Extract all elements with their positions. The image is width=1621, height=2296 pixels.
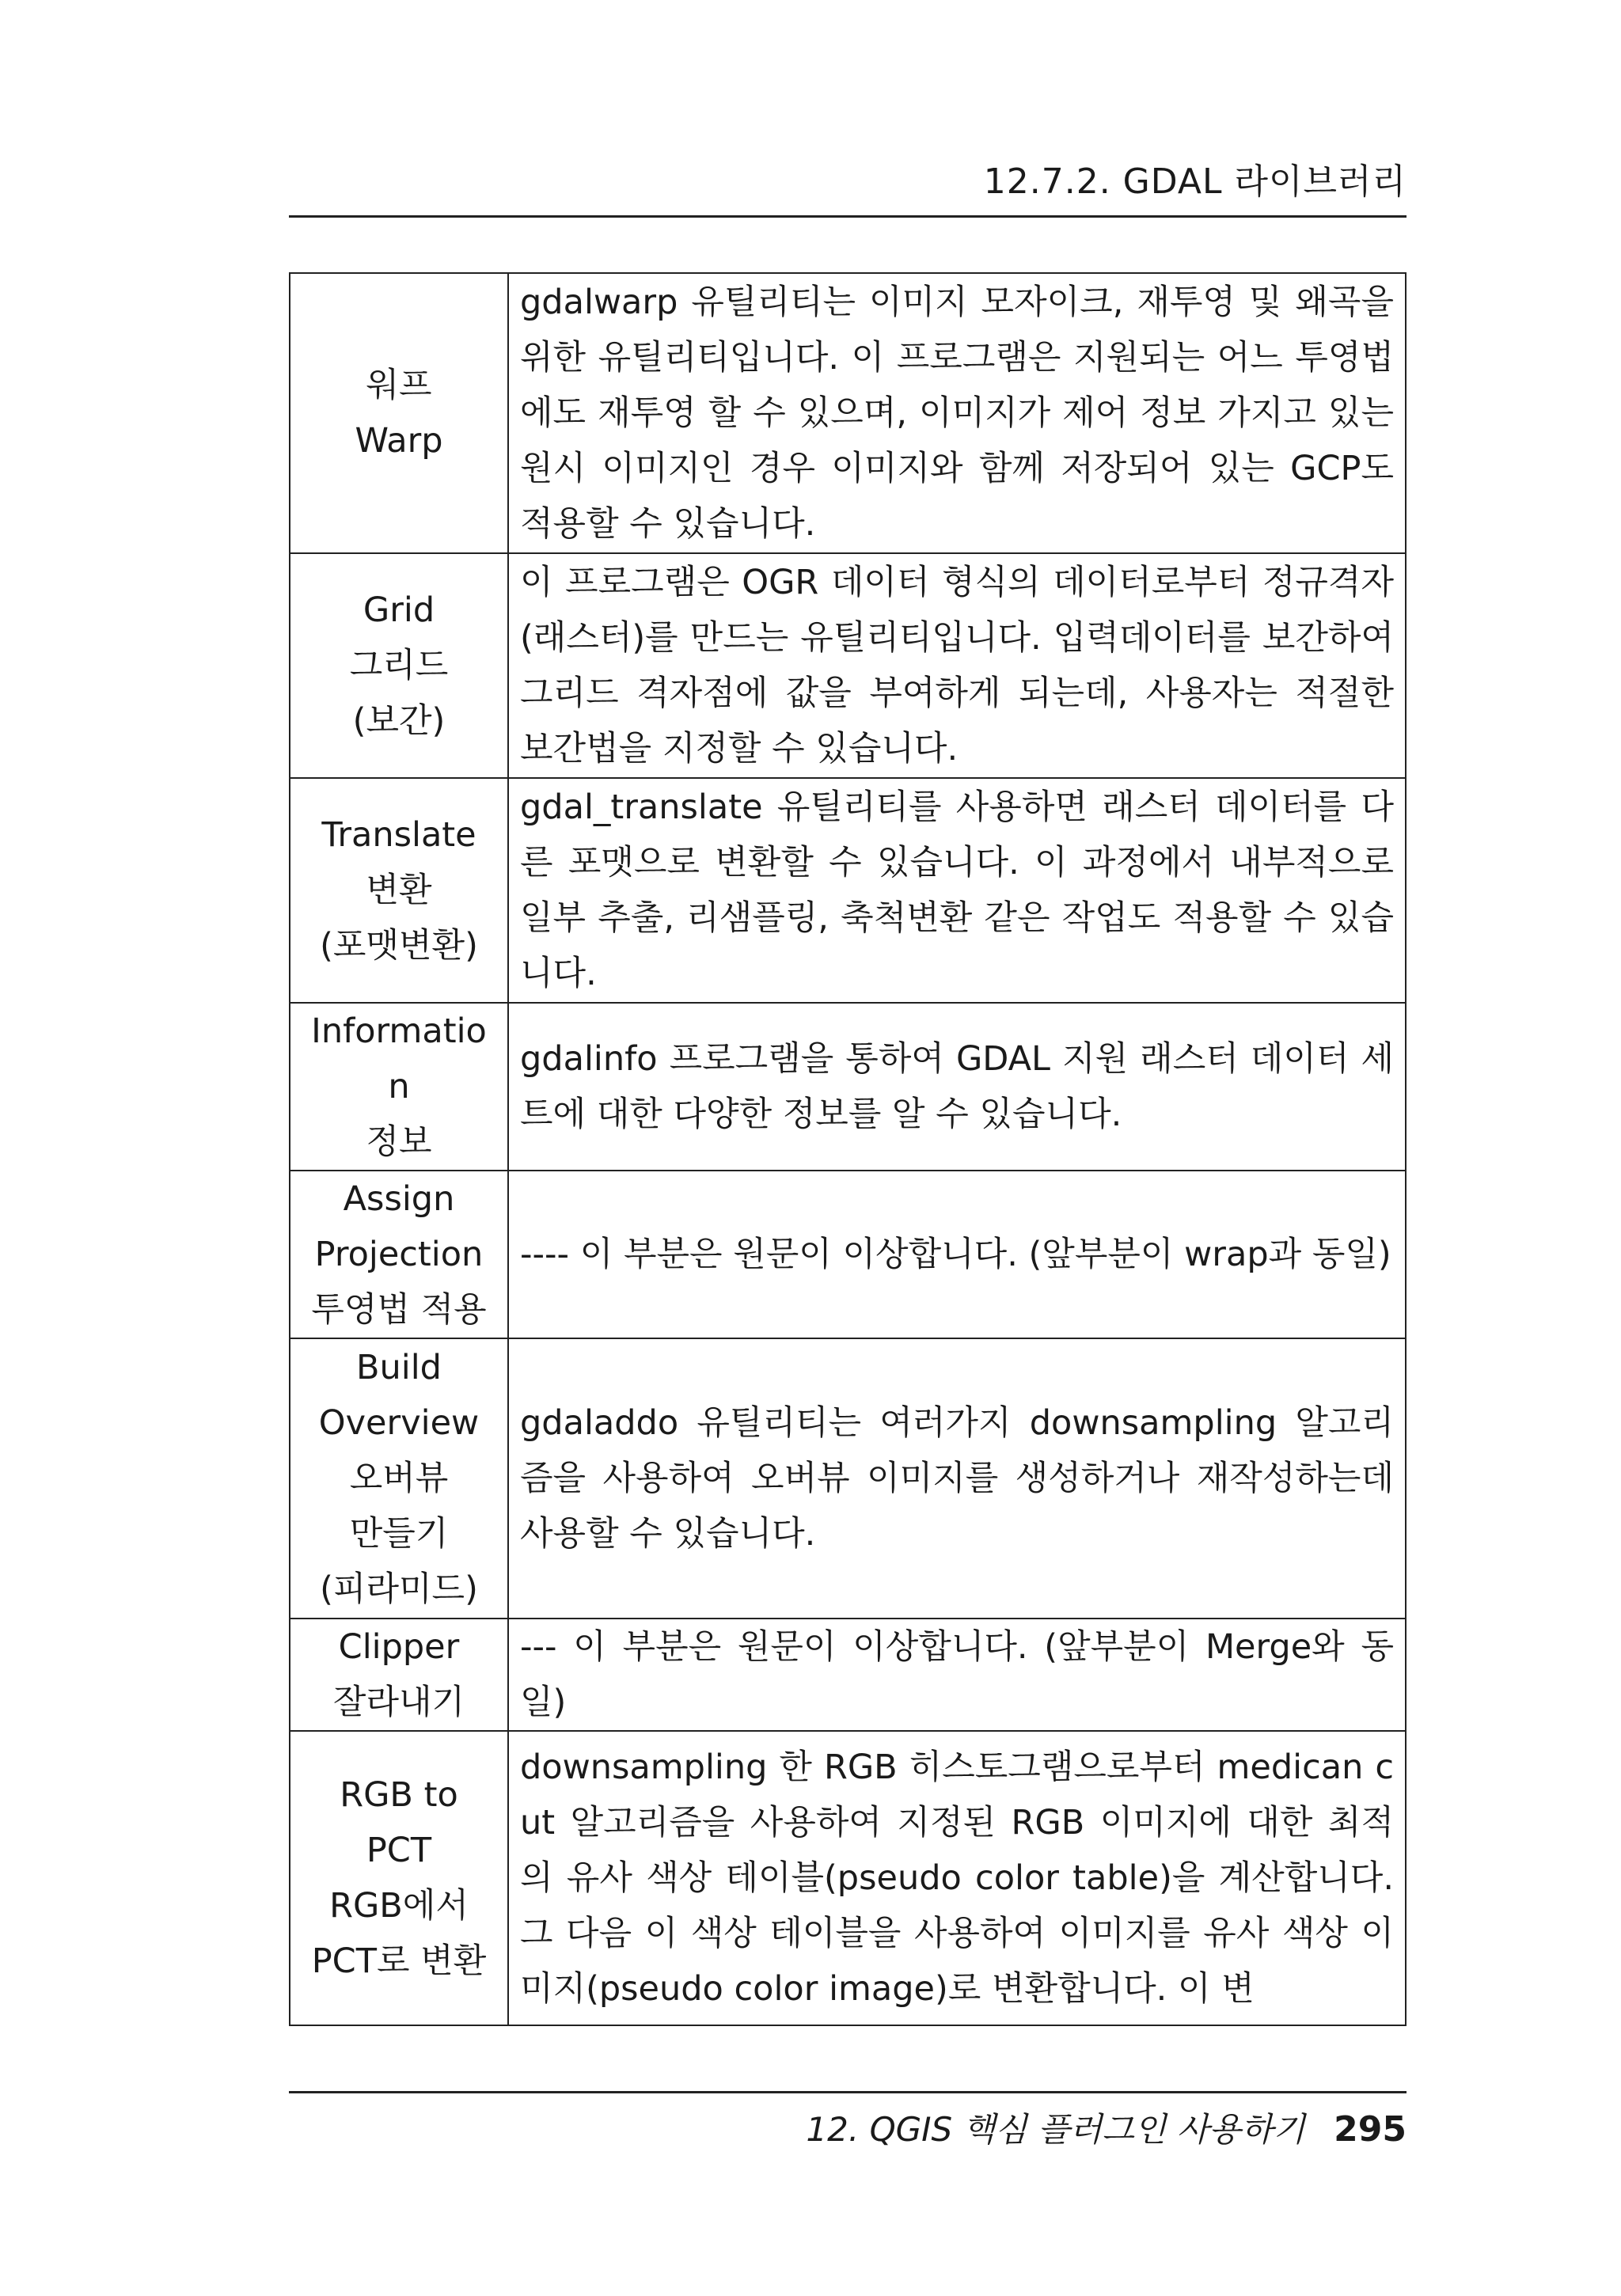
- tool-name-cell: [290, 1338, 508, 1619]
- tool-name-line: 투영법 적용: [311, 1290, 487, 1330]
- tool-name-line: Informatio: [311, 1011, 487, 1051]
- tool-name-line: RGB에서: [329, 1886, 469, 1926]
- table-row: [290, 1338, 1406, 1619]
- chapter-title: 12. QGIS 핵심 플러그인 사용하기: [806, 2110, 1305, 2149]
- page-header: [289, 158, 1407, 218]
- table-row: [290, 778, 1406, 1003]
- tool-name-line: (보간): [352, 701, 446, 741]
- tool-name-cell: [290, 553, 508, 778]
- table-row: [290, 273, 1406, 553]
- tool-name-line: Overview: [318, 1403, 480, 1443]
- tool-name-line: Clipper: [338, 1627, 460, 1667]
- tool-description: gdalwarp 유틸리티는 이미지 모자이크, 재투영 및 왜곡을 위한 유틸리티입니다. 이 프로그램은 지원되는 어느 투영법에도 재투영 할 수 있으며, 이미지가 제어 정보 가지고 있는 원시 이미지인 경우 이미지와 함께 저장되어 있는 GCP도 적용할 수 있습니다.: [508, 273, 1406, 553]
- tool-name-cell: [290, 1003, 508, 1171]
- table-row: [290, 1003, 1406, 1171]
- tool-description: downsampling 한 RGB 히스토그램으로부터 medican cut 알고리즘을 사용하여 지정된 RGB 이미지에 대한 최적의 유사 색상 테이블(pseudo color table)을 계산합니다. 그 다음 이 색상 테이블을 사용하여 이미지를 유사 색상 이미지(pseudo color image)로 변환합니다. 이 변: [508, 1731, 1406, 2025]
- tool-name-line: PCT로 변환: [311, 1941, 487, 1981]
- tool-name-line: Build: [356, 1348, 442, 1387]
- tool-name-cell: [290, 1731, 508, 2025]
- tool-name-line: 오버뷰: [349, 1459, 449, 1498]
- tool-name-line: Translate: [321, 815, 476, 855]
- table-row: [290, 553, 1406, 778]
- tool-name-line: Grid: [363, 590, 435, 630]
- tool-name-cell: [290, 778, 508, 1003]
- tool-name-line: Warp: [355, 421, 443, 461]
- tool-name-line: (포맷변환): [320, 926, 478, 966]
- tool-name-line: (피라미드): [320, 1569, 478, 1609]
- table-row: [290, 1619, 1406, 1731]
- tool-description: gdaladdo 유틸리티는 여러가지 downsampling 알고리즘을 사용하여 오버뷰 이미지를 생성하거나 재작성하는데 사용할 수 있습니다.: [508, 1338, 1406, 1619]
- tool-name-line: 워프: [366, 366, 432, 405]
- tool-description: --- 이 부분은 원문이 이상합니다. (앞부분이 Merge와 동일): [508, 1619, 1406, 1731]
- section-title: 12.7.2. GDAL 라이브러리: [983, 161, 1407, 202]
- gdal-tools-table: [289, 272, 1407, 2026]
- tool-description: gdalinfo 프로그램을 통하여 GDAL 지원 래스터 데이터 세트에 대한 다양한 정보를 알 수 있습니다.: [508, 1003, 1406, 1171]
- tool-name-line: 정보: [366, 1122, 432, 1162]
- tool-name-cell: [290, 1619, 508, 1731]
- tool-name-line: Projection: [314, 1235, 484, 1274]
- page-number: 295: [1334, 2109, 1407, 2150]
- table-row: [290, 1731, 1406, 2025]
- page-footer: [289, 2091, 1407, 2157]
- tool-name-line: PCT: [366, 1831, 432, 1870]
- tool-description: ---- 이 부분은 원문이 이상합니다. (앞부분이 wrap과 동일): [508, 1171, 1406, 1338]
- table-row: [290, 1171, 1406, 1338]
- tool-name-cell: [290, 273, 508, 553]
- tool-name-line: Assign: [343, 1179, 455, 1219]
- tool-description: gdal_translate 유틸리티를 사용하면 래스터 데이터를 다른 포맷으로 변환할 수 있습니다. 이 과정에서 내부적으로 일부 추출, 리샘플링, 축척변환 같은 작업도 적용할 수 있습니다.: [508, 778, 1406, 1003]
- tool-description: 이 프로그램은 OGR 데이터 형식의 데이터로부터 정규격자(래스터)를 만드는 유틸리티입니다. 입력데이터를 보간하여 그리드 격자점에 값을 부여하게 되는데, 사용자는 적절한 보간법을 지정할 수 있습니다.: [508, 553, 1406, 778]
- tool-name-line: n: [388, 1067, 410, 1106]
- tool-name-line: 그리드: [349, 646, 449, 685]
- tool-name-line: 변환: [366, 871, 432, 910]
- tool-name-line: RGB to: [340, 1775, 458, 1815]
- tool-name-cell: [290, 1171, 508, 1338]
- tool-name-line: 잘라내기: [332, 1683, 465, 1722]
- tool-name-line: 만들기: [349, 1514, 449, 1554]
